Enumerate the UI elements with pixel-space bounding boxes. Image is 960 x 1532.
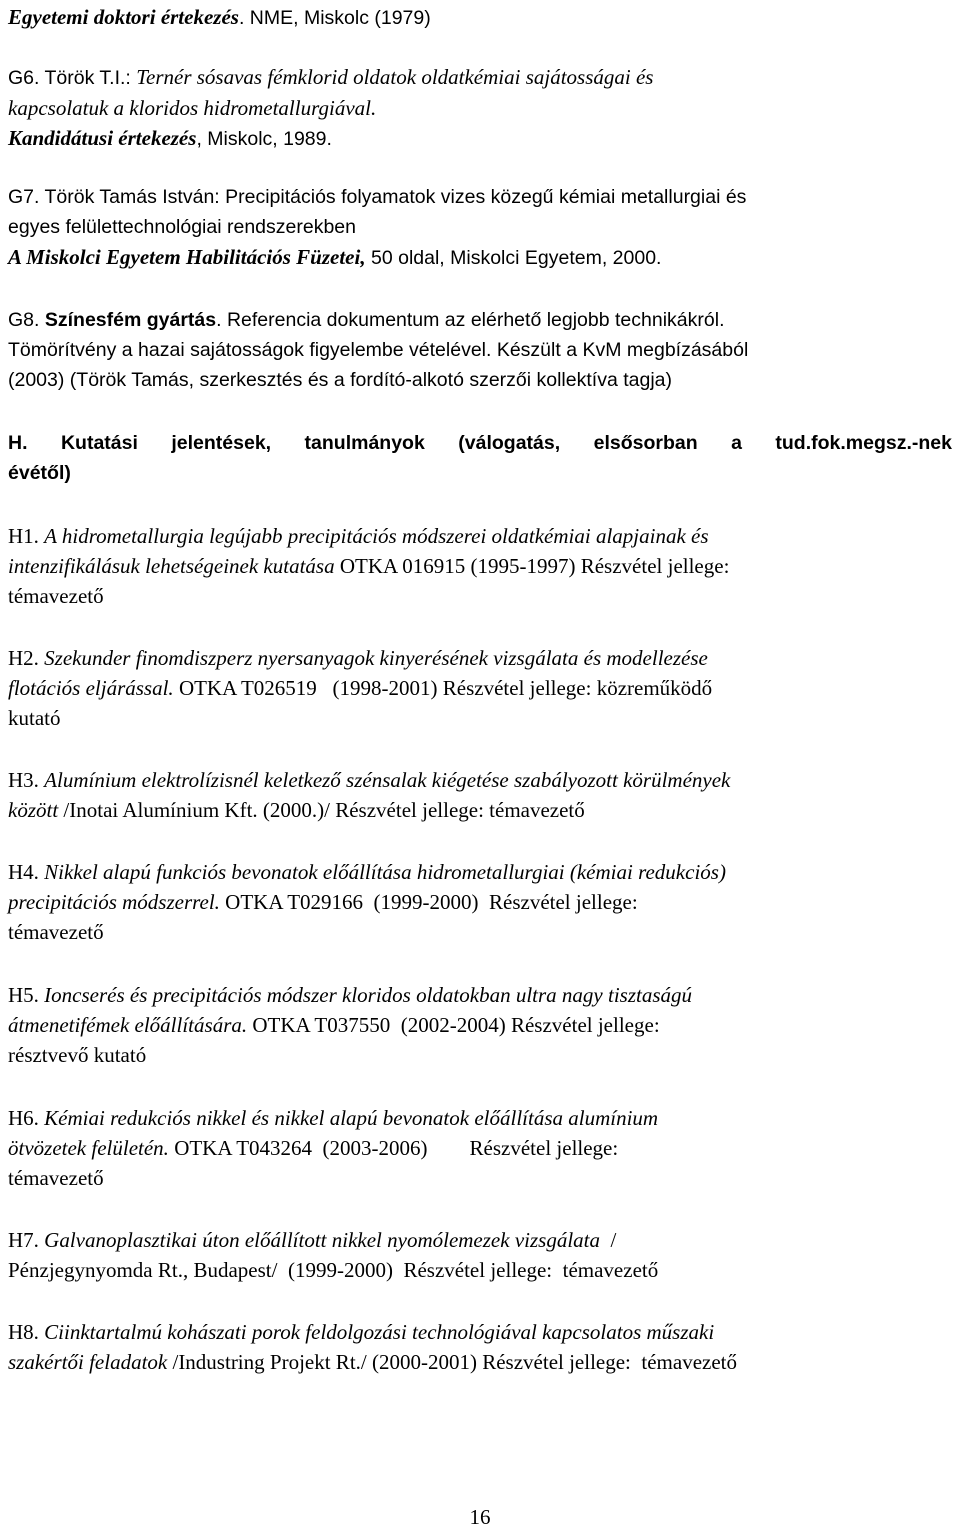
h3-details: /Inotai Alumínium Kft. (2000.)/ Részvétel jellege: témavezető <box>58 798 585 822</box>
entry-h1 <box>8 521 952 611</box>
page-number: 16 <box>469 1505 491 1529</box>
g8-title: Színesfém gyártás <box>39 309 217 331</box>
h4-title-line2: precipitációs módszerrel. <box>8 890 220 914</box>
g7-rest: 50 oldal, Miskolci Egyetem, 2000. <box>365 247 662 269</box>
h7-number: H7. <box>8 1228 39 1252</box>
h2-role: kutató <box>8 706 61 730</box>
entry-g6 <box>8 62 952 154</box>
h4-details: OTKA T029166 (1999-2000) Részvétel jellege: <box>219 890 638 914</box>
h6-role: témavezető <box>8 1166 104 1190</box>
g6-title-line1: Ternér sósavas fémklorid oldatok oldatkémiai sajátosságai és <box>136 65 654 89</box>
g6-type: Kandidátusi értekezés <box>8 126 197 150</box>
g8-number: G8. <box>8 309 40 331</box>
h1-title-line1: A hidrometallurgia legújabb precipitációs módszerei oldatkémiai alapjainak és <box>44 524 709 548</box>
g5-type: Egyetemi doktori értekezés <box>8 5 239 29</box>
h7-line2: Pénzjegynyomda Rt., Budapest/ (1999-2000) Részvétel jellege: témavezető <box>8 1258 659 1282</box>
h4-title-line1: Nikkel alapú funkciós bevonatok előállítása hidrometallurgiai (kémiai redukciós) <box>44 860 726 884</box>
h6-details: OTKA T043264 (2003-2006) Részvétel jellege: <box>168 1136 619 1160</box>
h6-number: H6. <box>8 1106 39 1130</box>
h1-role: témavezető <box>8 584 104 608</box>
h2-details: OTKA T026519 (1998-2001) Részvétel jellege: közreműködő <box>173 676 713 700</box>
h4-role: témavezető <box>8 920 104 944</box>
h8-title-line2: szakértői feladatok <box>8 1350 168 1374</box>
h5-details: OTKA T037550 (2002-2004) Részvétel jellege: <box>247 1013 660 1037</box>
g6-title-line2: kapcsolatuk a kloridos hidrometallurgiával. <box>8 96 377 120</box>
h3-title-line1: Alumínium elektrolízisnél keletkező szénsalak kiégetése szabályozott körülmények <box>44 768 731 792</box>
entry-h6 <box>8 1103 952 1193</box>
h5-role: résztvevő kutató <box>8 1043 147 1067</box>
g6-author: Török T.I.: <box>39 67 137 89</box>
h6-title-line2: ötvözetek felületén. <box>8 1136 169 1160</box>
g7-number: G7. <box>8 186 40 208</box>
h8-title-line1: Ciinktartalmú kohászati porok feldolgozási technológiával kapcsolatos műszaki <box>44 1320 715 1344</box>
entry-h7 <box>8 1225 952 1285</box>
entry-h4 <box>8 857 952 947</box>
h2-title-line2: flotációs eljárással. <box>8 676 174 700</box>
g5-tail <box>8 2 952 33</box>
entry-h5 <box>8 980 952 1070</box>
h3-number: H3. <box>8 768 39 792</box>
h2-number: H2. <box>8 646 39 670</box>
g8-line2b: . Készült a KvM megbízásából <box>486 339 749 361</box>
entry-g8 <box>8 305 952 395</box>
h7-slash: / <box>600 1228 617 1252</box>
section-h-line2: évétől) <box>8 462 71 484</box>
h8-number: H8. <box>8 1320 39 1344</box>
section-h-heading <box>8 428 952 488</box>
h6-title-line1: Kémiai redukciós nikkel és nikkel alapú bevonatok előállítása alumínium <box>44 1106 659 1130</box>
h7-title-line1: Galvanoplasztikai úton előállított nikkel nyomólemezek vizsgálata <box>44 1228 600 1252</box>
h1-title-line2: intenzifikálásuk lehetségeinek kutatása <box>8 554 335 578</box>
g8-line3: (2003) (Török Tamás, szerkesztés és a fordító-alkotó szerzői kollektíva tagja) <box>8 369 672 391</box>
g8-line2a: Tömörítvény a hazai sajátosságok figyelembe vételével <box>8 339 486 361</box>
entry-h8 <box>8 1317 952 1377</box>
entry-h2 <box>8 643 952 733</box>
g7-line1: Török Tamás István: Precipitációs folyamatok vizes közegű kémiai metallurgiai és <box>39 186 747 208</box>
g5-rest: . NME, Miskolc (1979) <box>238 7 431 29</box>
h8-details: /Industring Projekt Rt./ (2000-2001) Részvétel jellege: témavezető <box>167 1350 738 1374</box>
h5-title-line2: átmenetifémek előállítására. <box>8 1013 248 1037</box>
h1-details: OTKA 016915 (1995-1997) Részvétel jellege: <box>339 554 730 578</box>
g7-line2: egyes felülettechnológiai rendszerekben <box>8 216 356 238</box>
h4-number: H4. <box>8 860 39 884</box>
h5-number: H5. <box>8 983 39 1007</box>
g8-line1-rest: . Referencia dokumentum az elérhető legjobb technikákról. <box>216 309 725 331</box>
h1-number: H1. <box>8 524 39 548</box>
h3-title-line2: között <box>8 798 59 822</box>
g6-number: G6. <box>8 67 40 89</box>
h5-title-line1: Ioncserés és precipitációs módszer kloridos oldatokban ultra nagy tisztaságú <box>44 983 693 1007</box>
h2-title-line1: Szekunder finomdiszperz nyersanyagok kinyerésének vizsgálata és modellezése <box>44 646 708 670</box>
g7-series: A Miskolci Egyetem Habilitációs Füzetei, <box>8 245 366 269</box>
g6-rest: , Miskolc, 1989. <box>196 128 332 150</box>
entry-g7 <box>8 182 952 273</box>
entry-h3 <box>8 765 952 825</box>
section-h-line1: H. Kutatási jelentések, tanulmányok (válogatás, elsősorban a tud.fok.megsz.-nek <box>8 432 952 454</box>
